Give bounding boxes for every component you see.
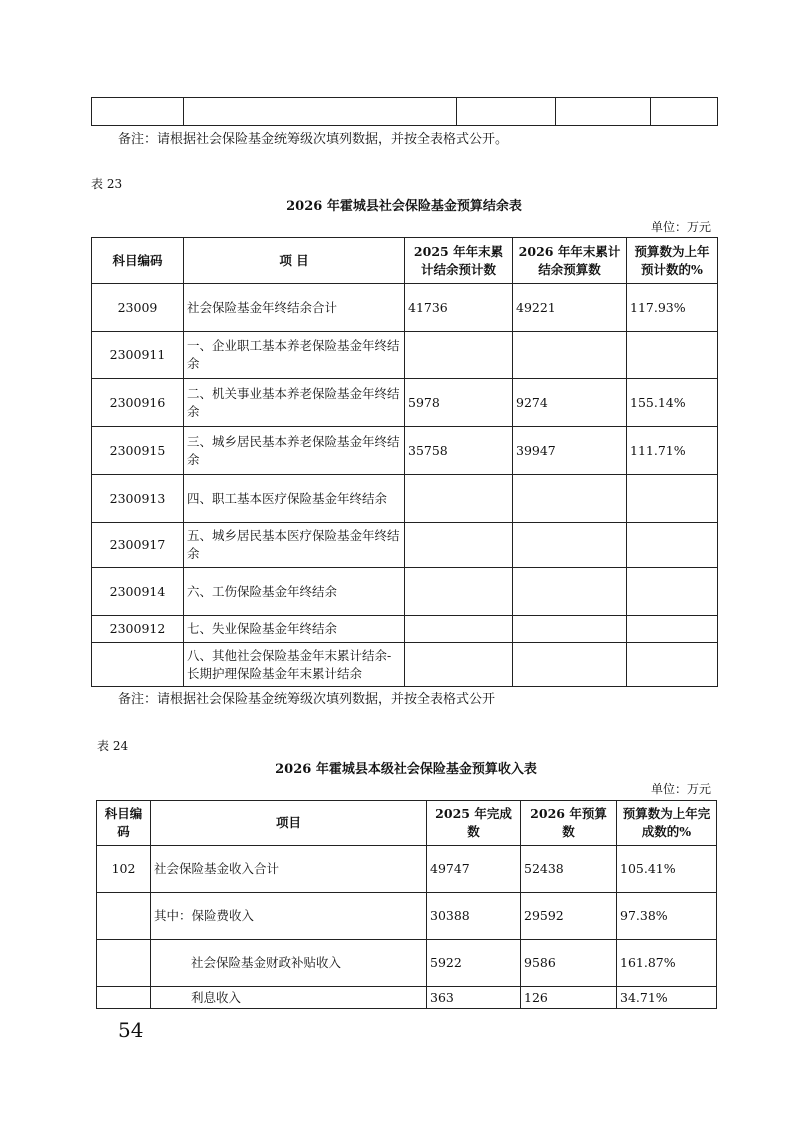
table24 (96, 800, 717, 1009)
row-item: 四、职工基本医疗保险基金年终结余 (184, 475, 405, 523)
col-header-item: 项 目 (184, 238, 405, 284)
row-budget (513, 643, 627, 687)
col-header-prev: 2025 年完成数 (427, 801, 521, 846)
page-number: 54 (118, 1018, 144, 1042)
row-code: 2300917 (92, 523, 184, 568)
row-pct: 105.41% (617, 846, 717, 893)
row-pct: 117.93% (627, 284, 718, 332)
row-code (97, 940, 151, 987)
row-prev (405, 523, 513, 568)
row-code (92, 643, 184, 687)
row-code: 2300911 (92, 332, 184, 379)
row-code (97, 893, 151, 940)
col-header-budget: 2026 年预算数 (521, 801, 617, 846)
table-cell (457, 98, 556, 126)
row-pct: 34.71% (617, 987, 717, 1009)
row-prev: 49747 (427, 846, 521, 893)
col-header-budget: 2026 年年末累计结余预算数 (513, 238, 627, 284)
table-row (92, 379, 718, 427)
row-item: 社会保险基金年终结余合计 (184, 284, 405, 332)
table-cell (556, 98, 651, 126)
row-item: 社会保险基金财政补贴收入 (151, 940, 427, 987)
row-item: 三、城乡居民基本养老保险基金年终结余 (184, 427, 405, 475)
row-code: 23009 (92, 284, 184, 332)
row-prev: 35758 (405, 427, 513, 475)
table-header-row (92, 238, 718, 284)
row-pct: 161.87% (617, 940, 717, 987)
row-item: 其中：保险费收入 (151, 893, 427, 940)
row-item: 社会保险基金收入合计 (151, 846, 427, 893)
row-pct: 111.71% (627, 427, 718, 475)
row-pct (627, 475, 718, 523)
row-budget: 39947 (513, 427, 627, 475)
table-row (97, 987, 717, 1009)
col-header-prev: 2025 年年末累计结余预计数 (405, 238, 513, 284)
table-row (92, 616, 718, 643)
row-pct (627, 616, 718, 643)
row-code: 2300912 (92, 616, 184, 643)
col-header-code: 科目编码 (92, 238, 184, 284)
row-budget (513, 568, 627, 616)
table23-unit: 单位：万元 (651, 220, 712, 234)
table-row (92, 475, 718, 523)
row-pct (627, 568, 718, 616)
row-code: 2300916 (92, 379, 184, 427)
row-code: 102 (97, 846, 151, 893)
table-row (92, 332, 718, 379)
row-prev (405, 568, 513, 616)
col-header-code: 科目编码 (97, 801, 151, 846)
row-item: 二、机关事业基本养老保险基金年终结余 (184, 379, 405, 427)
table-cell (184, 98, 457, 126)
top-note: 备注：请根据社会保险基金统筹级次填列数据，并按全表格式公开。 (118, 132, 509, 147)
row-budget (513, 616, 627, 643)
row-pct (627, 643, 718, 687)
row-pct: 97.38% (617, 893, 717, 940)
row-prev: 5922 (427, 940, 521, 987)
row-code: 2300914 (92, 568, 184, 616)
previous-table-tail (91, 97, 718, 126)
row-prev (405, 643, 513, 687)
table-row (92, 284, 718, 332)
col-header-item: 项目 (151, 801, 427, 846)
table-cell (651, 98, 718, 126)
table-row (92, 568, 718, 616)
table-row (97, 893, 717, 940)
row-budget: 9586 (521, 940, 617, 987)
row-code (97, 987, 151, 1009)
row-prev: 5978 (405, 379, 513, 427)
table-header-row (97, 801, 717, 846)
row-item: 一、企业职工基本养老保险基金年终结余 (184, 332, 405, 379)
col-header-pct: 预算数为上年预计数的% (627, 238, 718, 284)
row-prev: 30388 (427, 893, 521, 940)
row-prev (405, 332, 513, 379)
row-budget: 52438 (521, 846, 617, 893)
row-prev (405, 475, 513, 523)
table23-note: 备注：请根据社会保险基金统筹级次填列数据，并按全表格式公开 (118, 692, 496, 707)
row-budget (513, 332, 627, 379)
row-pct: 155.14% (627, 379, 718, 427)
row-pct (627, 523, 718, 568)
table23 (91, 237, 718, 687)
row-item: 利息收入 (151, 987, 427, 1009)
row-prev: 363 (427, 987, 521, 1009)
table-row (92, 523, 718, 568)
table23-title: 2026 年霍城县社会保险基金预算结余表 (286, 199, 522, 214)
row-prev: 41736 (405, 284, 513, 332)
table-row (92, 427, 718, 475)
row-pct (627, 332, 718, 379)
table-cell (92, 98, 184, 126)
row-budget: 29592 (521, 893, 617, 940)
row-budget: 49221 (513, 284, 627, 332)
row-item: 五、城乡居民基本医疗保险基金年终结余 (184, 523, 405, 568)
col-header-pct: 预算数为上年完成数的% (617, 801, 717, 846)
row-prev (405, 616, 513, 643)
row-item: 八、其他社会保险基金年末累计结余-长期护理保险基金年末累计结余 (184, 643, 405, 687)
table-row (97, 846, 717, 893)
row-item: 七、失业保险基金年终结余 (184, 616, 405, 643)
table-row (92, 643, 718, 687)
row-budget (513, 475, 627, 523)
table24-unit: 单位：万元 (651, 782, 712, 796)
table23-label: 表 23 (91, 177, 123, 191)
row-budget (513, 523, 627, 568)
row-code: 2300913 (92, 475, 184, 523)
row-code: 2300915 (92, 427, 184, 475)
table24-title: 2026 年霍城县本级社会保险基金预算收入表 (275, 762, 537, 777)
table-row (97, 940, 717, 987)
row-budget: 126 (521, 987, 617, 1009)
row-item: 六、工伤保险基金年终结余 (184, 568, 405, 616)
row-budget: 9274 (513, 379, 627, 427)
table24-label: 表 24 (97, 739, 129, 753)
